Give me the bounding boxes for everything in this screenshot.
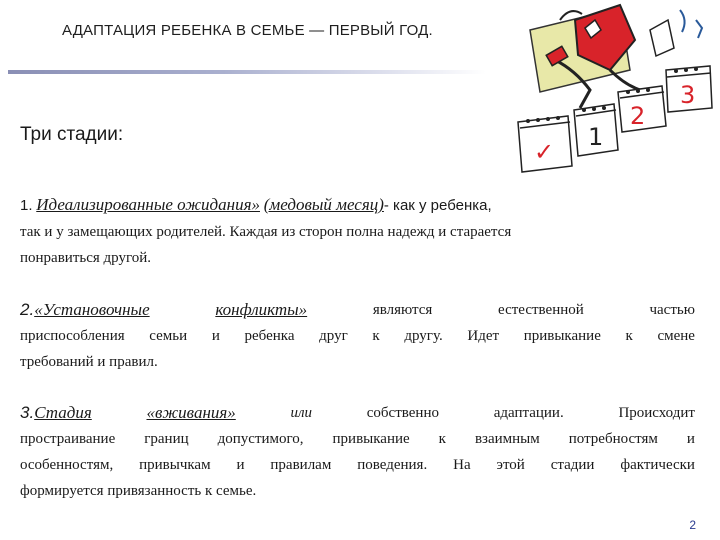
stage-3-word: и bbox=[236, 457, 245, 473]
stage-3-word: фактически bbox=[620, 457, 695, 473]
stage-3-word: На bbox=[453, 457, 471, 473]
stage-3-word: к bbox=[438, 431, 446, 447]
stage-3-word: привычкам bbox=[139, 457, 211, 473]
svg-text:3: 3 bbox=[680, 81, 696, 109]
stage-2-number: 2. bbox=[20, 300, 35, 319]
stage-1-number: 1. bbox=[20, 197, 33, 214]
stage-3-word: стадии bbox=[550, 457, 595, 473]
stage-2-word: друг bbox=[319, 328, 348, 344]
stage-3-line-2 bbox=[20, 426, 695, 452]
stage-2-line-2 bbox=[20, 323, 695, 349]
svg-text:✓: ✓ bbox=[534, 138, 555, 166]
stage-1-aside: (медовый месяц) bbox=[263, 195, 384, 214]
stage-2-name-part-2: конфликты» bbox=[215, 300, 308, 319]
stage-3-word: Происходит bbox=[618, 405, 695, 421]
stage-2-word: другу. bbox=[404, 328, 443, 344]
stage-1-line-1 bbox=[20, 192, 695, 219]
stage-1-paragraph bbox=[20, 192, 695, 271]
stage-2-word: приспособления bbox=[20, 328, 125, 344]
stage-3-word: простраивание bbox=[20, 431, 116, 447]
svg-text:2: 2 bbox=[630, 102, 646, 130]
stage-3-word: границ bbox=[144, 431, 189, 447]
stage-3-word: правилам bbox=[270, 457, 332, 473]
stage-2-word: к bbox=[625, 328, 633, 344]
stage-3-word: привыкание bbox=[332, 431, 410, 447]
stage-2-line-1 bbox=[20, 297, 695, 323]
stage-2-word: смене bbox=[657, 328, 695, 344]
stage-3-paragraph bbox=[20, 400, 695, 504]
subtitle-three-stages: Три стадии: bbox=[20, 124, 124, 145]
stage-3-name-part-2: «вживания» bbox=[146, 403, 236, 422]
stage-3-word: или bbox=[290, 405, 313, 421]
stage-3-line-3 bbox=[20, 452, 695, 478]
svg-text:1: 1 bbox=[588, 123, 604, 151]
stage-3-word: особенностям, bbox=[20, 457, 114, 473]
title-underline-bar bbox=[8, 70, 486, 74]
stage-2-paragraph bbox=[20, 297, 695, 375]
stage-3-word: поведения. bbox=[357, 457, 428, 473]
stage-2-word: естественной bbox=[498, 302, 584, 318]
stage-3-number: 3. bbox=[20, 403, 35, 422]
stage-3-word: и bbox=[686, 431, 695, 447]
stage-3-word: взаимным bbox=[474, 431, 540, 447]
stage-3-word: адаптации. bbox=[493, 405, 564, 421]
calendar-day-2-icon bbox=[618, 86, 666, 132]
stage-3-word: потребностям bbox=[568, 431, 658, 447]
child-calendar-illustration bbox=[500, 0, 720, 180]
stage-3-line-4: формируется привязанность к семье. bbox=[20, 483, 257, 499]
stage-3-line-1 bbox=[20, 400, 695, 426]
stage-2-word: к bbox=[372, 328, 380, 344]
calendar-check-icon bbox=[518, 116, 572, 172]
stage-2-word: ребенка bbox=[244, 328, 295, 344]
calendar-day-1-icon bbox=[574, 104, 618, 156]
stage-2-line-3: требований и правил. bbox=[20, 354, 158, 370]
stage-1-line-1-rest: - как у ребенка, bbox=[383, 197, 492, 214]
stage-2-word: привыкание bbox=[523, 328, 601, 344]
stage-2-word: частью bbox=[649, 302, 695, 318]
stage-2-word: семьи bbox=[149, 328, 188, 344]
stage-1-line-2: так и у замещающих родителей. Каждая из сторон полна надежд и старается bbox=[20, 224, 512, 240]
stage-3-word: этой bbox=[496, 457, 525, 473]
stage-1-name: Идеализированные ожидания» bbox=[36, 195, 260, 214]
stage-3-word: собственно bbox=[366, 405, 439, 421]
stage-3-word: допустимого, bbox=[217, 431, 304, 447]
stage-2-word: являются bbox=[372, 302, 433, 318]
page-number: 2 bbox=[689, 518, 696, 532]
stage-1-line-3: понравиться другой. bbox=[20, 250, 152, 266]
stage-2-word: и bbox=[211, 328, 220, 344]
stage-2-word: Идет bbox=[467, 328, 500, 344]
stage-2-name-part-1: «Установочные bbox=[34, 300, 150, 319]
stage-3-name-part-1: Стадия bbox=[34, 403, 92, 422]
slide-title: АДАПТАЦИЯ РЕБЕНКА В СЕМЬЕ — ПЕРВЫЙ ГОД. bbox=[62, 22, 433, 39]
calendar-day-3-icon bbox=[666, 66, 712, 112]
